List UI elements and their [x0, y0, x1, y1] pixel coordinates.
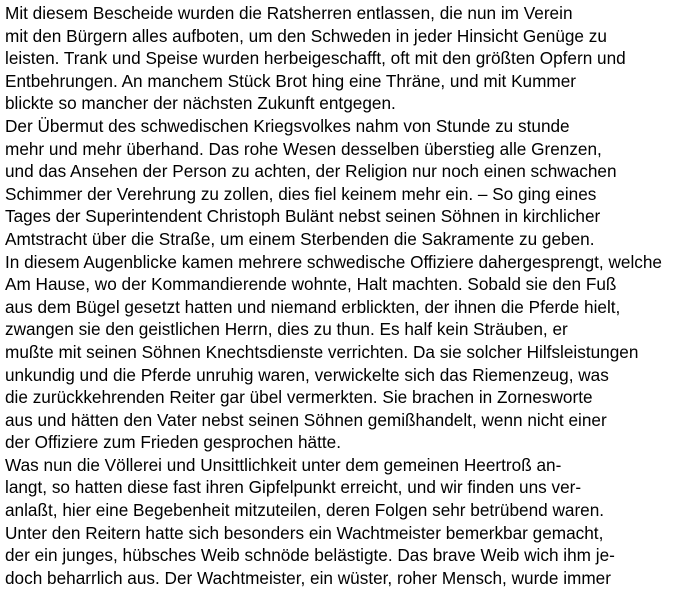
text-line: zwangen sie den geistlichen Herrn, dies zu thun. Es half kein Sträuben, er	[5, 319, 568, 340]
text-line: Tages der Superintendent Christoph Bulänt nebst seinen Söhnen in kirchlicher	[5, 206, 601, 227]
text-line: aus dem Bügel gesetzt hatten und niemand erblickten, der ihnen die Pferde hielt,	[5, 296, 621, 317]
text-line: blickte so mancher der nächsten Zukunft entgegen.	[5, 93, 396, 114]
text-line: unkundig und die Pferde unruhig waren, verwickelte sich das Riemenzeug, was	[5, 364, 609, 385]
text-line: Mit diesem Bescheide wurden die Ratsherren entlassen, die nun im Verein	[5, 3, 573, 23]
text-line: Am Hause, wo der Kommandierende wohnte, Halt machten. Sobald sie den Fuß	[5, 274, 617, 295]
text-line: die zurückkehrenden Reiter gar übel vermerkten. Sie brachen in Zornesworte	[5, 387, 593, 408]
text-line: Amtstracht über die Straße, um einem Sterbenden die Sakramente zu geben.	[5, 228, 595, 249]
text-line: Was nun die Völlerei und Unsittlichkeit unter dem gemeinen Heertroß an-	[5, 454, 562, 475]
text-line: mit den Bürgern alles aufboten, um den Schweden in jeder Hinsicht Genüge zu	[5, 25, 607, 46]
text-line: Schimmer der Verehrung zu zollen, dies fiel keinem mehr ein. – So ging eines	[5, 183, 597, 204]
text-line: der Offiziere zum Frieden gesprochen hätte.	[5, 432, 341, 453]
text-line: mußte mit seinen Söhnen Knechtsdienste verrichten. Da sie solcher Hilfsleistungen	[5, 341, 639, 362]
text-line: langt, so hatten diese fast ihren Gipfelpunkt erreicht, und wir finden uns ver-	[5, 477, 582, 498]
text-line: Der Übermut des schwedischen Kriegsvolkes nahm von Stunde zu stunde	[5, 115, 570, 136]
text-line: anlaßt, hier eine Begebenheit mitzuteilen, deren Folgen sehr betrübend waren.	[5, 500, 605, 521]
text-line: Unter den Reitern hatte sich besonders ein Wachtmeister bemerkbar gemacht,	[5, 522, 604, 543]
text-line: Entbehrungen. An manchem Stück Brot hing eine Thräne, und mit Kummer	[5, 70, 577, 91]
text-line: In diesem Augenblicke kamen mehrere schwedische Offiziere dahergesprengt, welche	[5, 251, 662, 272]
text-line: doch beharrlich aus. Der Wachtmeister, ein wüster, roher Mensch, wurde immer	[5, 567, 611, 588]
text-line: der ein junges, hübsches Weib schnöde belästigte. Das brave Weib wich ihm je-	[5, 545, 615, 566]
text-line: mehr und mehr überhand. Das rohe Wesen desselben überstieg alle Grenzen,	[5, 138, 602, 159]
text-line: aus und hätten den Vater nebst seinen Söhnen gemißhandelt, wenn nicht einer	[5, 409, 607, 430]
document-page	[5, 2, 700, 588]
text-line: leisten. Trank und Speise wurden herbeigeschafft, oft mit den größten Opfern und	[5, 48, 626, 69]
text-line: und das Ansehen der Person zu achten, der Religion nur noch einen schwachen	[5, 161, 617, 182]
